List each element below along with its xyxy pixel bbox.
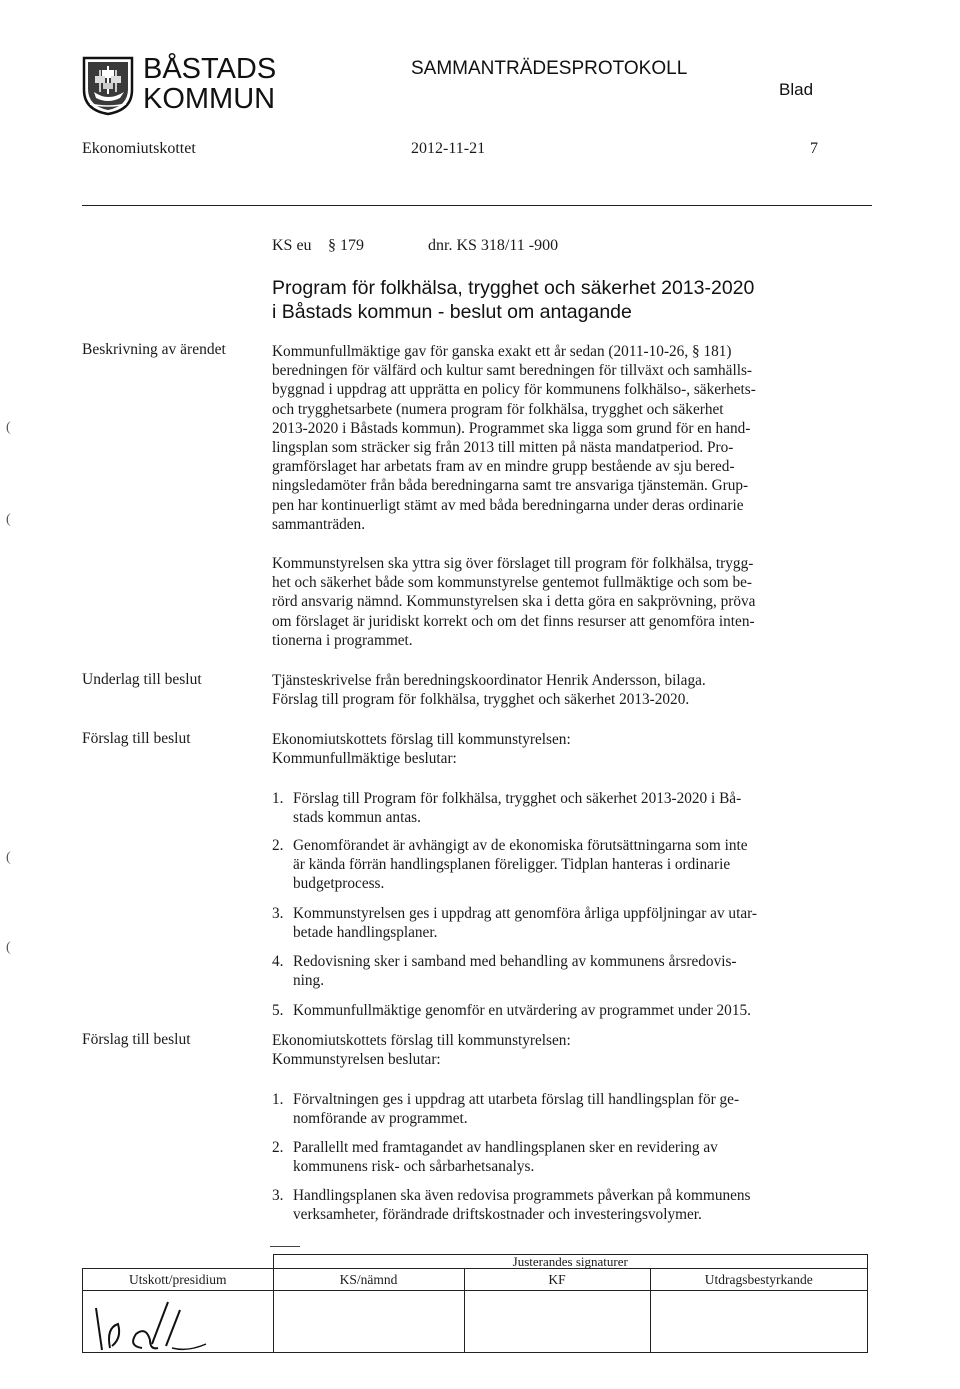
list-number: 1. bbox=[272, 790, 284, 807]
col-kf: KF bbox=[464, 1269, 650, 1291]
list-item bbox=[272, 789, 832, 827]
blad-label: Blad bbox=[779, 80, 814, 99]
coat-of-arms-ship-icon bbox=[82, 56, 134, 116]
municipality-name bbox=[143, 54, 276, 114]
list-number: 1. bbox=[272, 1091, 284, 1108]
text-line: byggnad i uppdrag att upprätta en policy för kommunens folkhälso-, säkerhets- bbox=[272, 381, 756, 399]
description-paragraph-1 bbox=[272, 342, 832, 534]
committee-name: Ekonomiutskottet bbox=[82, 140, 196, 157]
text-line: budgetprocess. bbox=[293, 875, 385, 893]
signature-cell-2 bbox=[273, 1291, 464, 1353]
list-number: 4. bbox=[272, 953, 284, 970]
text-line: gramförslaget har arbetats fram av en mindre grupp bestående av sju bered- bbox=[272, 458, 735, 476]
text-line: 2013-2020 i Båstads kommun). Programmet ska ligga som grund för en hand- bbox=[272, 419, 751, 437]
text-line: stads kommun antas. bbox=[293, 809, 421, 827]
justering-header: Justerandes signaturer bbox=[273, 1255, 868, 1269]
text-line: Genomförandet är avhängigt av de ekonomiska förutsättningarna som inte bbox=[293, 837, 748, 854]
text-line: sammanträden. bbox=[272, 515, 366, 533]
text-line: lingsplan som sträcker sig från 2013 till mitten på nästa mandatperiod. Pro- bbox=[272, 439, 734, 457]
col-utdragsbestyrkande: Utdragsbestyrkande bbox=[650, 1269, 868, 1291]
case-reference: KS eu bbox=[272, 237, 312, 254]
list-item bbox=[272, 836, 832, 894]
text-line: rörd ansvarig nämnd. Kommunstyrelsen ska i detta göra en sakprövning, pröva bbox=[272, 593, 756, 611]
text-line: tionerna i programmet. bbox=[272, 631, 413, 649]
text-line: Förslag till program för folkhälsa, trygghet och säkerhet 2013-2020. bbox=[272, 691, 690, 709]
text-line: Parallellt med framtagandet av handlingsplanen sker en revidering av bbox=[293, 1139, 718, 1156]
text-line: Kommunstyrelsen ska yttra sig över förslaget till program för folkhälsa, trygg- bbox=[272, 555, 754, 572]
empty-cell bbox=[83, 1255, 274, 1269]
text-line: om förslaget är juridiskt korrekt och om det finns resurser att genomföra inten- bbox=[272, 612, 755, 630]
text-line: pen har kontinuerligt stämt av med båda beredningarna under deras ordinarie bbox=[272, 496, 744, 514]
text-line: Kommunstyrelsen beslutar: bbox=[272, 1051, 441, 1069]
text-line: Kommunfullmäktige gav för ganska exakt ett år sedan (2011-10-26, § 181) bbox=[272, 343, 732, 360]
list-item bbox=[272, 904, 832, 942]
description-paragraph-2 bbox=[272, 554, 832, 650]
case-title-line-1: Program för folkhälsa, trygghet och säkerhet 2013-2020 bbox=[272, 277, 755, 299]
text-line: het och säkerhet både som kommunstyrelse gentemot fullmäktige och som be- bbox=[272, 574, 753, 592]
text-line: Tjänsteskrivelse från beredningskoordinator Henrik Andersson, bilaga. bbox=[272, 672, 706, 689]
basis-label: Underlag till beslut bbox=[82, 671, 202, 688]
proposal-1-label: Förslag till beslut bbox=[82, 730, 191, 747]
diary-number: dnr. KS 318/11 -900 bbox=[428, 237, 559, 254]
list-item bbox=[272, 952, 832, 990]
document-type: SAMMANTRÄDESPROTOKOLL bbox=[411, 58, 688, 79]
basis-list bbox=[272, 671, 832, 709]
list-number: 2. bbox=[272, 1139, 284, 1156]
text-line: Kommunstyrelsen ges i uppdrag att genomföra årliga uppföljningar av utar- bbox=[293, 905, 757, 922]
meeting-date: 2012-11-21 bbox=[411, 140, 486, 157]
col-utskott: Utskott/presidium bbox=[83, 1269, 274, 1291]
signature-cell-4 bbox=[650, 1291, 868, 1353]
text-line: betade handlingsplaner. bbox=[293, 924, 438, 942]
text-line: Kommunfullmäktige genomför en utvärdering av programmet under 2015. bbox=[293, 1002, 751, 1019]
list-item bbox=[272, 1138, 832, 1176]
case-title bbox=[272, 276, 754, 324]
list-number: 3. bbox=[272, 1187, 284, 1204]
footer-divider bbox=[270, 1246, 300, 1247]
paragraph-number: § 179 bbox=[328, 237, 364, 254]
proposal-2-intro bbox=[272, 1031, 832, 1069]
list-item bbox=[272, 1186, 832, 1224]
signature-cell-3 bbox=[464, 1291, 650, 1353]
text-line: är kända förrän handlingsplanen föreligger. Tidplan hanteras i ordinarie bbox=[293, 856, 731, 874]
brand-line-1: BÅSTADS bbox=[143, 53, 277, 85]
text-line: Förvaltningen ges i uppdrag att utarbeta förslag till handlingsplan för ge- bbox=[293, 1091, 740, 1108]
text-line: Ekonomiutskottets förslag till kommunstyrelsen: bbox=[272, 1032, 571, 1049]
text-line: Kommunfullmäktige beslutar: bbox=[272, 750, 457, 768]
text-line: och trygghetsarbete (numera program för folkhälsa, trygghet och säkerhet bbox=[272, 400, 724, 418]
margin-mark: ( bbox=[6, 512, 11, 527]
proposal-2-label: Förslag till beslut bbox=[82, 1031, 191, 1048]
margin-mark: ( bbox=[6, 850, 11, 865]
page-number: 7 bbox=[810, 140, 818, 157]
text-line: Redovisning sker i samband med behandling av kommunens årsredovis- bbox=[293, 953, 737, 970]
text-line: ningsledamöter från båda beredningarna samt tre ansvariga tjänstemän. Grup- bbox=[272, 477, 749, 495]
text-line: Förslag till Program för folkhälsa, trygghet och säkerhet 2013-2020 i Bå- bbox=[293, 790, 742, 807]
text-line: Ekonomiutskottets förslag till kommunstyrelsen: bbox=[272, 731, 571, 748]
list-number: 2. bbox=[272, 837, 284, 854]
brand-line-2: KOMMUN bbox=[143, 83, 276, 115]
col-ks-namnd: KS/nämnd bbox=[273, 1269, 464, 1291]
handwritten-signature bbox=[88, 1298, 218, 1354]
list-item bbox=[272, 1001, 832, 1020]
text-line: nomförande av programmet. bbox=[293, 1110, 468, 1128]
case-title-line-2: i Båstads kommun - beslut om antagande bbox=[272, 301, 632, 323]
margin-mark: ( bbox=[6, 420, 11, 435]
description-label: Beskrivning av ärendet bbox=[82, 341, 226, 358]
text-line: verksamheter, förändrade driftskostnader och investeringsvolymer. bbox=[293, 1206, 702, 1224]
text-line: ning. bbox=[293, 972, 325, 990]
list-item bbox=[272, 1090, 832, 1128]
text-line: kommunens risk- och sårbarhetsanalys. bbox=[293, 1158, 535, 1176]
text-line: beredningen för välfärd och kultur samt beredningen för tillväxt och samhälls- bbox=[272, 362, 752, 380]
header-divider bbox=[82, 205, 872, 206]
proposal-1-intro bbox=[272, 730, 832, 768]
list-number: 5. bbox=[272, 1002, 284, 1019]
margin-mark: ( bbox=[6, 940, 11, 955]
list-number: 3. bbox=[272, 905, 284, 922]
text-line: Handlingsplanen ska även redovisa programmets påverkan på kommunens bbox=[293, 1187, 751, 1204]
